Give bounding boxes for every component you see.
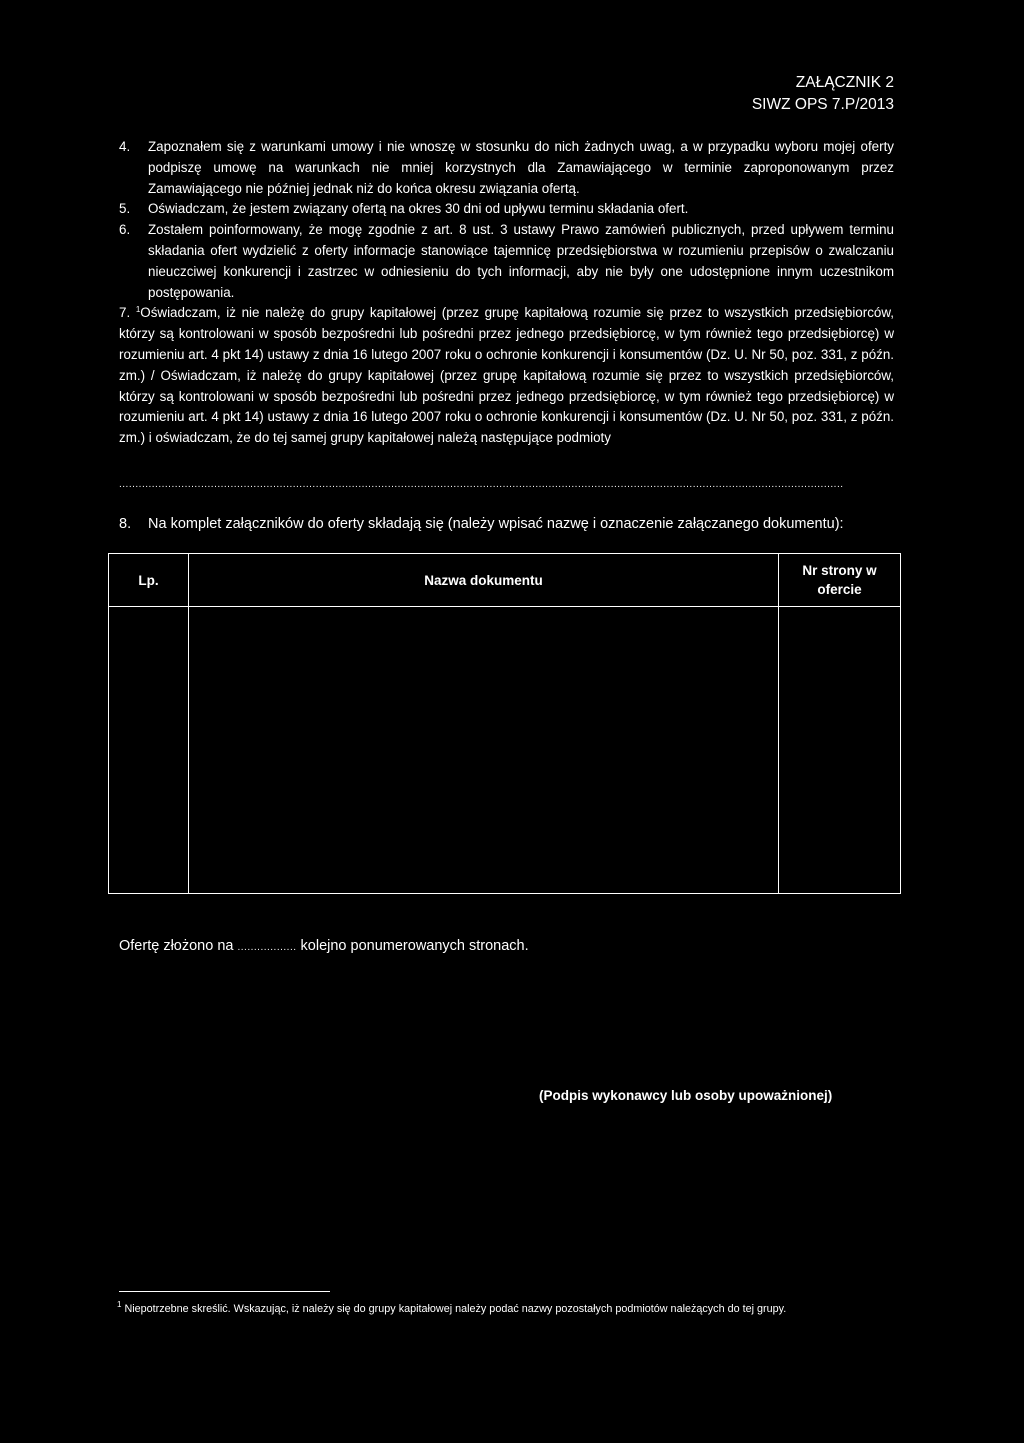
signature-caption: (Podpis wykonawcy lub osoby upoważnionej) <box>539 1088 833 1103</box>
declaration-item-8 <box>119 514 844 534</box>
item-number: 4. <box>119 139 131 154</box>
item-number: 7. <box>119 305 131 321</box>
offer-prefix: Ofertę złożono na <box>119 938 234 954</box>
declaration-item-6 <box>119 220 894 303</box>
declaration-item-7 <box>119 303 894 449</box>
offer-page-count-line <box>119 936 529 958</box>
column-header-document-name: Nazwa dokumentu <box>189 554 779 607</box>
footnote-divider <box>119 1291 330 1292</box>
item-text: Oświadczam, że jestem związany ofertą na okres 30 dni od upływu terminu składania ofert. <box>148 201 689 217</box>
column-header-lp: Lp. <box>109 554 189 607</box>
item-number: 5. <box>119 201 131 217</box>
footnote-reference: 1 <box>135 305 141 315</box>
table-row <box>109 607 901 894</box>
item-number: 6. <box>119 222 131 238</box>
item-text: Zostałem poinformowany, że mogę zgodnie z art. 8 ust. 3 ustawy Prawo zamówień publicznych, przed upływem terminu składania ofert wydzielić z oferty informacje stanowiące tajemnicę przedsiębiorstwa w rozumieniu przepisów o zwalczaniu nieuczciwej konkurencji i zastrzec w odniesieniu do tych informacji, aby nie były one udostępnione innym uczestnikom postępowania. <box>148 222 894 300</box>
document-header <box>752 72 894 116</box>
column-header-page-number: Nr strony w ofercie <box>779 554 901 607</box>
attachments-table <box>108 553 901 894</box>
page-count-field[interactable]: .................. <box>237 942 297 953</box>
capital-group-entities-field[interactable]: ............................................................................................................................................................................................................................. <box>119 479 844 490</box>
item-number: 8. <box>119 516 132 532</box>
table-cell-document-name[interactable] <box>189 607 779 894</box>
footnote-mark: 1 <box>117 1300 122 1309</box>
table-cell-lp[interactable] <box>109 607 189 894</box>
offer-suffix: kolejno ponumerowanych stronach. <box>300 938 529 954</box>
footnote-text: Niepotrzebne skreślić. Wskazując, iż należy się do grupy kapitałowej należy podać nazwy pozostałych podmiotów należących do tej grupy. <box>124 1303 787 1315</box>
reference-number: SIWZ OPS 7.P/2013 <box>751 96 894 113</box>
table-cell-page-number[interactable] <box>779 607 901 894</box>
table-header-row <box>109 554 901 607</box>
declaration-item-4 <box>119 137 894 199</box>
attachment-label: ZAŁĄCZNIK 2 <box>795 74 894 91</box>
item-text: Oświadczam, iż nie należę do grupy kapitałowej (przez grupę kapitałową rozumie się przez to wszystkich przedsiębiorców, którzy są kontrolowani w sposób bezpośredni lub pośredni przez jednego przedsiębiorcę, w tym również tego przedsiębiorcę) w rozumieniu art. 4 pkt 14) ustawy z dnia 16 lutego 2007 roku o ochronie konkurencji i konsumentów (Dz. U. Nr 50, poz. 331, z późn. zm.) / Oświadczam, iż należę do grupy kapitałowej (przez grupę kapitałową rozumie się przez to wszystkich przedsiębiorców, którzy są kontrolowani w sposób bezpośredni lub pośredni przez jednego przedsiębiorcę, w tym również tego przedsiębiorcę) w rozumieniu art. 4 pkt 14) ustawy z dnia 16 lutego 2007 roku o ochronie konkurencji i konsumentów (Dz. U. Nr 50, poz. 331, z późn. zm.) i oświadczam, że do tej samej grupy kapitałowej należą następujące podmioty <box>119 305 894 446</box>
footnote <box>117 1301 786 1317</box>
declarations-list <box>119 137 894 449</box>
item-text: Zapoznałem się z warunkami umowy i nie wnoszę w stosunku do nich żadnych uwag, a w przypadku wyboru mojej oferty podpiszę umowę na warunkach nie mniej korzystnych dla Zamawiającego w terminie zaproponowanym przez Zamawiającego nie później jednak niż do końca okresu związania ofertą. <box>148 139 894 196</box>
declaration-item-5 <box>119 199 894 220</box>
item-text: Na komplet załączników do oferty składają się (należy wpisać nazwę i oznaczenie załączanego dokumentu): <box>148 516 844 532</box>
